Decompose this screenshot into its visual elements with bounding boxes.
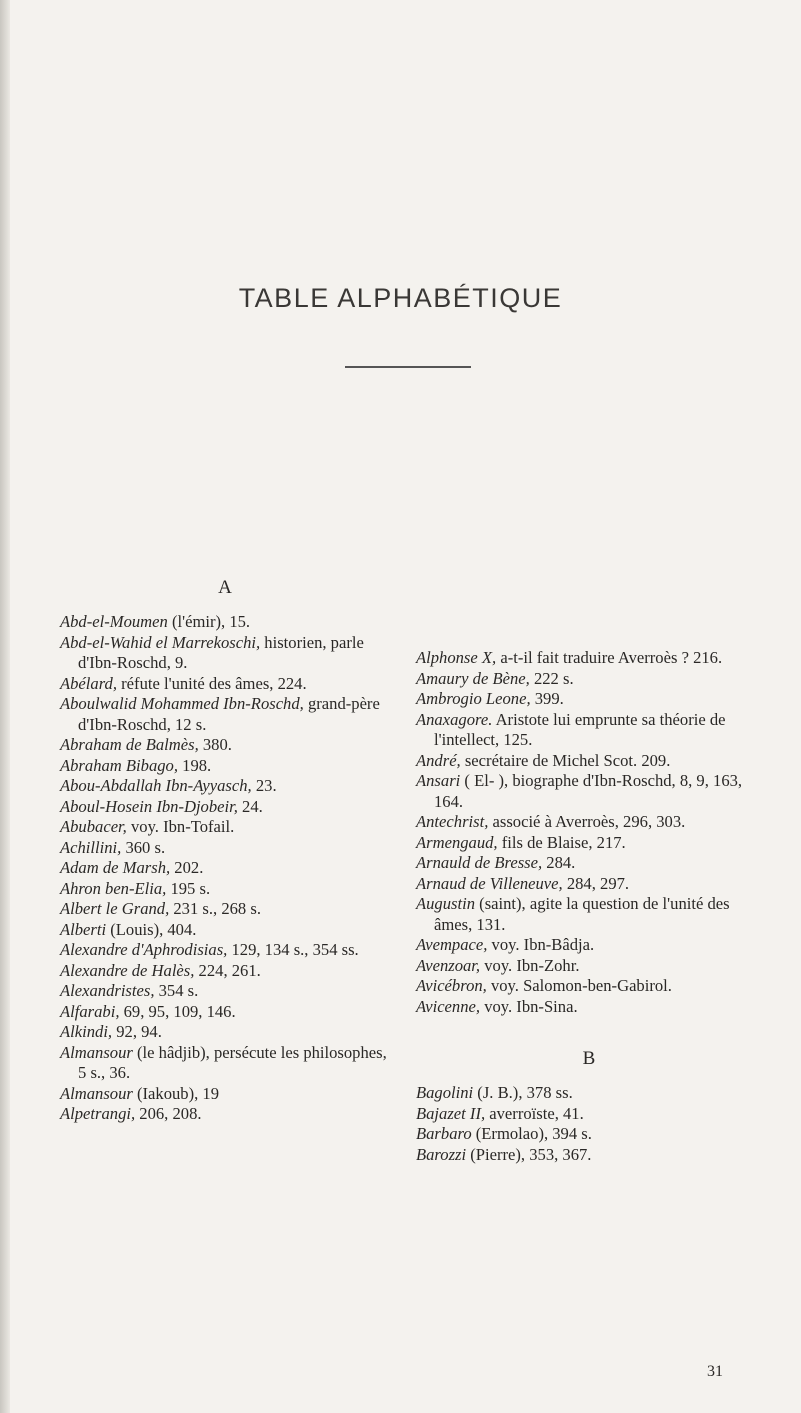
- page-number: 31: [707, 1363, 723, 1380]
- index-entry: [60, 940, 390, 961]
- entry-text: (J. B.), 378 ss.: [473, 1083, 573, 1102]
- index-entry: [60, 612, 390, 633]
- index-entry: [416, 935, 762, 956]
- entry-text: voy. Salomon-ben-Gabirol.: [486, 976, 672, 995]
- index-entry: [60, 633, 390, 674]
- index-entry: [416, 956, 762, 977]
- entry-text: historien, parle d'Ibn-Roschd, 9.: [78, 632, 364, 672]
- entry-text: 92, 94.: [112, 1022, 162, 1041]
- entry-headword: Alexandre de Halès,: [60, 960, 195, 980]
- title-rule: [345, 366, 471, 368]
- entry-text: réfute l'unité des âmes, 224.: [117, 673, 307, 693]
- entry-text: 222 s.: [529, 668, 574, 688]
- section-letter-b: B: [582, 1048, 596, 1069]
- entry-text: averroïste, 41.: [485, 1103, 584, 1123]
- index-entry: [416, 710, 762, 751]
- entry-text: 284.: [542, 853, 576, 872]
- entry-headword: Abd-el-Moumen: [60, 612, 168, 631]
- entry-headword: Alexandristes,: [60, 981, 155, 1000]
- entry-headword: Augustin: [416, 894, 476, 913]
- right-column: [416, 648, 762, 1165]
- entry-headword: Alphonse X,: [416, 648, 497, 667]
- entry-text: 23.: [251, 776, 277, 795]
- entry-headword: Arnauld de Bresse,: [416, 853, 543, 872]
- entry-headword: Albert le Grand,: [60, 899, 170, 918]
- index-entry: [416, 669, 762, 690]
- index-entry: [416, 894, 762, 935]
- index-entry: [60, 1022, 390, 1043]
- entry-headword: Alexandre d'Aphrodisias,: [60, 940, 228, 959]
- entry-text: 224, 261.: [194, 960, 261, 980]
- left-column: [60, 577, 390, 1125]
- index-entry: [60, 1084, 390, 1105]
- entry-text: 231 s., 268 s.: [169, 899, 261, 918]
- index-entry: [416, 853, 762, 874]
- index-entry: [60, 899, 390, 920]
- entry-headword: Avicébron,: [416, 976, 487, 995]
- index-entry: [60, 694, 390, 735]
- entry-headword: Anaxagore.: [416, 709, 493, 729]
- entry-headword: Aboulwalid Mohammed Ibn-Roschd,: [60, 694, 304, 713]
- entry-headword: Avicenne,: [416, 996, 481, 1016]
- entry-headword: Bagolini: [416, 1083, 474, 1102]
- index-entry: [60, 920, 390, 941]
- entry-headword: Aboul-Hosein Ibn-Djobeir,: [60, 796, 238, 816]
- entry-headword: Alberti: [60, 919, 107, 939]
- entry-text: voy. Ibn-Bâdja.: [487, 935, 595, 954]
- index-entry: [416, 648, 762, 669]
- entry-headword: Abraham de Balmès,: [60, 735, 199, 754]
- index-entry: [60, 961, 390, 982]
- entry-headword: Alpetrangi,: [60, 1104, 136, 1123]
- entry-text: voy. Ibn-Zohr.: [480, 955, 580, 975]
- page-title: TABLE ALPHABÉTIQUE: [238, 283, 563, 313]
- entry-headword: Abubacer,: [60, 817, 127, 836]
- entry-text: (l'émir), 15.: [167, 612, 251, 631]
- entry-text: (Pierre), 353, 367.: [466, 1144, 592, 1164]
- entry-text: grand-père d'Ibn-Roschd, 12 s.: [78, 694, 380, 734]
- entry-text: (Louis), 404.: [106, 919, 197, 939]
- index-entry: [60, 797, 390, 818]
- entries-right-b: [416, 1083, 762, 1165]
- entry-text: voy. Ibn-Sina.: [480, 996, 578, 1016]
- entry-text: a-t-il fait traduire Averroès ? 216.: [496, 648, 723, 667]
- entry-text: voy. Ibn-Tofail.: [126, 817, 235, 836]
- index-entry: [60, 674, 390, 695]
- entry-text: 24.: [237, 796, 263, 816]
- entry-text: associé à Averroès, 296, 303.: [488, 812, 686, 831]
- entry-headword: Ambrogio Leone,: [416, 689, 531, 708]
- entry-headword: Barozzi: [416, 1144, 467, 1164]
- entry-headword: Almansour: [60, 1042, 133, 1062]
- entry-headword: Arnaud de Villeneuve,: [416, 873, 563, 893]
- index-entry: [60, 858, 390, 879]
- index-entry: [416, 1145, 762, 1166]
- entry-headword: Abd-el-Wahid el Marrekoschi,: [60, 632, 261, 652]
- index-entry: [60, 735, 390, 756]
- entry-headword: Antechrist,: [416, 812, 489, 831]
- entry-text: fils de Blaise, 217.: [497, 832, 626, 852]
- index-entry: [416, 874, 762, 895]
- entry-headword: Abélard,: [60, 673, 117, 693]
- entry-headword: André,: [416, 750, 461, 770]
- book-spine-edge: [0, 0, 10, 1413]
- entry-text: (le hâdjib), persécute les philosophes, 5 s., 36.: [78, 1042, 387, 1082]
- index-entry: [60, 1043, 390, 1084]
- entry-text: secrétaire de Michel Scot. 209.: [460, 750, 671, 770]
- entry-text: (Ermolao), 394 s.: [471, 1124, 592, 1143]
- entry-text: 206, 208.: [135, 1104, 202, 1123]
- index-entry: [60, 776, 390, 797]
- entry-text: ( El- ), biographe d'Ibn-Roschd, 8, 9, 163, 164.: [434, 771, 743, 811]
- entry-headword: Avempace,: [416, 935, 488, 954]
- index-entry: [60, 1104, 390, 1125]
- entry-text: (Iakoub), 19: [132, 1083, 220, 1103]
- index-entry: [60, 1002, 390, 1023]
- index-entry: [60, 817, 390, 838]
- index-entry: [416, 976, 762, 997]
- entry-text: 198.: [178, 755, 212, 775]
- entry-text: 284, 297.: [562, 873, 630, 893]
- entry-headword: Amaury de Bène,: [416, 668, 530, 688]
- entry-headword: Adam de Marsh,: [60, 858, 171, 877]
- section-letter-a: A: [218, 577, 232, 598]
- entry-headword: Barbaro: [416, 1124, 472, 1143]
- index-entry: [60, 838, 390, 859]
- entry-headword: Abou-Abdallah Ibn-Ayyasch,: [60, 776, 252, 795]
- entry-text: 399.: [530, 689, 564, 708]
- index-entry: [416, 1083, 762, 1104]
- entry-headword: Armengaud,: [416, 832, 498, 852]
- entry-text: 195 s.: [166, 878, 211, 898]
- section-gap: [416, 1017, 762, 1047]
- entry-headword: Avenzoar,: [416, 955, 481, 975]
- entry-headword: Ahron ben-Elia,: [60, 878, 167, 898]
- entry-text: 360 s.: [121, 837, 166, 857]
- index-entry: [416, 1124, 762, 1145]
- entry-headword: Achillini,: [60, 837, 122, 857]
- index-entry: [416, 751, 762, 772]
- index-entry: [60, 879, 390, 900]
- entry-text: (saint), agite la question de l'unité des âmes, 131.: [434, 894, 730, 934]
- entries-right-a: [416, 648, 762, 1017]
- entries-left: [60, 612, 390, 1125]
- entry-headword: Bajazet II,: [416, 1103, 486, 1123]
- index-entry: [416, 997, 762, 1018]
- index-entry: [60, 756, 390, 777]
- entry-text: 69, 95, 109, 146.: [119, 1001, 236, 1021]
- index-entry: [416, 833, 762, 854]
- entry-text: 129, 134 s., 354 ss.: [227, 940, 359, 959]
- index-entry: [416, 812, 762, 833]
- entry-text: 380.: [198, 735, 232, 754]
- index-entry: [416, 771, 762, 812]
- entry-headword: Alkindi,: [60, 1022, 113, 1041]
- index-entry: [416, 1104, 762, 1125]
- entry-headword: Abraham Bibago,: [60, 755, 178, 775]
- entry-headword: Almansour: [60, 1083, 133, 1103]
- entry-headword: Ansari: [416, 771, 461, 790]
- index-entry: [60, 981, 390, 1002]
- index-entry: [416, 689, 762, 710]
- entry-headword: Alfarabi,: [60, 1001, 120, 1021]
- entry-text: Aristote lui emprunte sa théorie de l'intellect, 125.: [434, 709, 726, 749]
- entry-text: 354 s.: [154, 981, 199, 1000]
- entry-text: 202.: [170, 858, 204, 877]
